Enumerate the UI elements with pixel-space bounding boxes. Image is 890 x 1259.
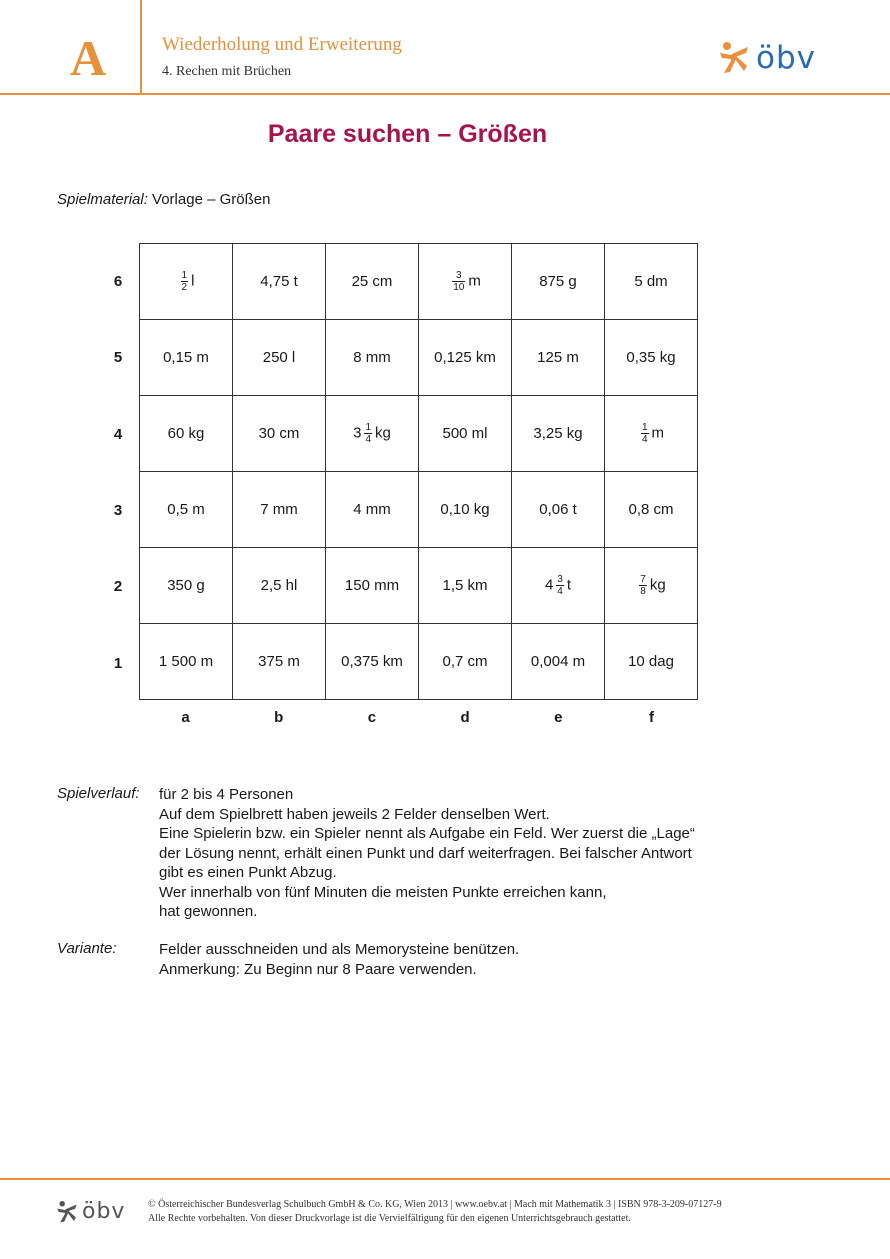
board-cell[interactable]: 0,375 km bbox=[326, 624, 419, 700]
board-cell[interactable]: 0,10 kg bbox=[419, 472, 512, 548]
board-cell[interactable] bbox=[605, 396, 698, 472]
board-row bbox=[140, 472, 698, 548]
footer-line-2: Alle Rechte vorbehalten. Von dieser Druckvorlage ist die Vervielfältigung für den eigenen Unterrichtsgebrauch gestattet. bbox=[148, 1213, 631, 1224]
publisher-logo bbox=[718, 38, 816, 78]
text-line: hat gewonnen. bbox=[159, 903, 258, 920]
board-cell[interactable] bbox=[512, 548, 605, 624]
game-board bbox=[139, 243, 698, 700]
fraction-numerator: 3 bbox=[452, 270, 465, 282]
board-cell[interactable]: 0,06 t bbox=[512, 472, 605, 548]
header-divider-vertical bbox=[140, 0, 142, 94]
column-label: b bbox=[274, 709, 284, 726]
footer-logo bbox=[56, 1200, 125, 1224]
board-cell[interactable]: 0,125 km bbox=[419, 320, 512, 396]
board-cell[interactable]: 0,7 cm bbox=[419, 624, 512, 700]
page-title: Paare suchen – Größen bbox=[267, 120, 548, 148]
header-title: Wiederholung und Erweiterung bbox=[162, 34, 402, 55]
variant-text bbox=[159, 940, 519, 979]
board-cell[interactable]: 375 m bbox=[233, 624, 326, 700]
board-cell[interactable]: 150 mm bbox=[326, 548, 419, 624]
star-icon bbox=[56, 1200, 78, 1224]
board-cell[interactable]: 0,8 cm bbox=[605, 472, 698, 548]
material-line bbox=[57, 191, 270, 208]
column-label: c bbox=[367, 709, 377, 726]
fraction-numerator: 1 bbox=[641, 422, 648, 433]
text-line: Felder ausschneiden und als Memorysteine benützen. bbox=[159, 941, 520, 958]
fraction-whole: 4 bbox=[544, 576, 554, 594]
column-label: a bbox=[181, 709, 190, 726]
fraction-unit: m bbox=[651, 424, 665, 442]
board-cell[interactable]: 0,15 m bbox=[140, 320, 233, 396]
column-label: e bbox=[554, 709, 563, 726]
board-row bbox=[140, 396, 698, 472]
board-cell[interactable]: 4,75 t bbox=[233, 244, 326, 320]
fraction-unit: kg bbox=[375, 424, 391, 442]
header-divider-horizontal bbox=[0, 93, 890, 95]
fraction-denominator: 10 bbox=[453, 282, 465, 293]
text-line: gibt es einen Punkt Abzug. bbox=[159, 864, 337, 881]
board-cell[interactable]: 8 mm bbox=[326, 320, 419, 396]
star-icon bbox=[718, 41, 750, 75]
text-line: für 2 bis 4 Personen bbox=[159, 786, 294, 803]
board-row bbox=[140, 624, 698, 700]
board-cell[interactable]: 500 ml bbox=[419, 396, 512, 472]
fraction bbox=[181, 270, 189, 293]
row-label: 3 bbox=[113, 501, 123, 519]
fraction-numerator: 1 bbox=[365, 422, 372, 433]
board-cell[interactable] bbox=[605, 548, 698, 624]
board-cell[interactable]: 60 kg bbox=[140, 396, 233, 472]
board-cell[interactable]: 7 mm bbox=[233, 472, 326, 548]
text-line: Eine Spielerin bzw. ein Spieler nennt als Aufgabe ein Feld. Wer zuerst die „Lage“ bbox=[159, 825, 695, 842]
fraction bbox=[452, 270, 465, 293]
board-cell[interactable]: 875 g bbox=[512, 244, 605, 320]
board-cell[interactable]: 5 dm bbox=[605, 244, 698, 320]
text-line: Anmerkung: Zu Beginn nur 8 Paare verwenden. bbox=[159, 960, 477, 978]
material-text: Vorlage – Größen bbox=[147, 191, 271, 208]
board-row bbox=[140, 320, 698, 396]
text-line: der Lösung nennt, erhält einen Punkt und darf weiterfragen. Bei falscher Antwort bbox=[159, 844, 692, 862]
board-cell[interactable]: 2,5 hl bbox=[233, 548, 326, 624]
fraction-whole: 3 bbox=[353, 424, 362, 442]
board-cell[interactable]: 350 g bbox=[140, 548, 233, 624]
header-subtitle: 4. Rechen mit Brüchen bbox=[162, 64, 292, 79]
fraction bbox=[556, 574, 564, 597]
fraction-denominator: 4 bbox=[365, 434, 372, 445]
board-cell[interactable]: 1 500 m bbox=[140, 624, 233, 700]
rules-label: Spielverlauf: bbox=[57, 785, 140, 802]
fraction-denominator: 8 bbox=[640, 586, 646, 597]
footer-copyright bbox=[148, 1198, 722, 1226]
footer-line-1: © Österreichischer Bundesverlag Schulbuch GmbH & Co. KG, Wien 2013 | www.oebv.at | Mach mit Mathematik 3 | ISBN 978-3-209-07127-9 bbox=[148, 1199, 722, 1210]
row-label: 2 bbox=[113, 578, 123, 596]
text-line: Auf dem Spielbrett haben jeweils 2 Felder denselben Wert. bbox=[159, 805, 550, 823]
fraction-denominator: 2 bbox=[181, 282, 188, 293]
logo-text: öbv bbox=[756, 40, 816, 76]
board-cell[interactable]: 0,5 m bbox=[140, 472, 233, 548]
fraction-numerator: 7 bbox=[640, 574, 646, 585]
fraction-unit: m bbox=[468, 272, 481, 290]
board-cell[interactable]: 3,25 kg bbox=[512, 396, 605, 472]
board-cell[interactable] bbox=[419, 244, 512, 320]
row-label: 4 bbox=[113, 425, 123, 443]
column-label: d bbox=[460, 709, 470, 726]
board-row bbox=[140, 548, 698, 624]
footer-divider bbox=[0, 1178, 890, 1180]
fraction-denominator: 4 bbox=[557, 586, 563, 597]
fraction-unit: kg bbox=[649, 576, 666, 594]
row-label: 1 bbox=[113, 654, 123, 672]
fraction bbox=[641, 422, 649, 445]
board-cell[interactable]: 250 l bbox=[233, 320, 326, 396]
fraction-unit: t bbox=[566, 576, 572, 594]
text-line: Wer innerhalb von fünf Minuten die meisten Punkte erreichen kann, bbox=[159, 883, 607, 901]
fraction bbox=[639, 574, 647, 597]
row-label: 5 bbox=[113, 349, 123, 367]
board-cell[interactable]: 0,004 m bbox=[512, 624, 605, 700]
variant-label: Variante: bbox=[57, 940, 117, 957]
fraction-numerator: 1 bbox=[181, 270, 188, 281]
board-cell[interactable]: 125 m bbox=[512, 320, 605, 396]
board-row bbox=[140, 244, 698, 320]
section-letter: A bbox=[70, 30, 107, 86]
column-label: f bbox=[649, 709, 654, 726]
board-cell[interactable]: 4 mm bbox=[326, 472, 419, 548]
fraction-unit: l bbox=[191, 272, 195, 290]
row-label: 6 bbox=[113, 273, 123, 290]
board-cell[interactable]: 0,35 kg bbox=[605, 320, 698, 396]
fraction-numerator: 3 bbox=[557, 574, 563, 585]
fraction-denominator: 4 bbox=[641, 434, 648, 445]
board-cell[interactable]: 10 dag bbox=[605, 624, 698, 700]
board-cell[interactable] bbox=[326, 396, 419, 472]
fraction bbox=[364, 422, 372, 445]
footer-logo-text: öbv bbox=[82, 1199, 126, 1224]
material-label: Spielmaterial: bbox=[57, 191, 148, 208]
board-cell[interactable]: 30 cm bbox=[233, 396, 326, 472]
rules-text bbox=[159, 785, 695, 922]
board-cell[interactable]: 25 cm bbox=[326, 244, 419, 320]
board-cell[interactable] bbox=[140, 244, 233, 320]
board-cell[interactable]: 1,5 km bbox=[419, 548, 512, 624]
